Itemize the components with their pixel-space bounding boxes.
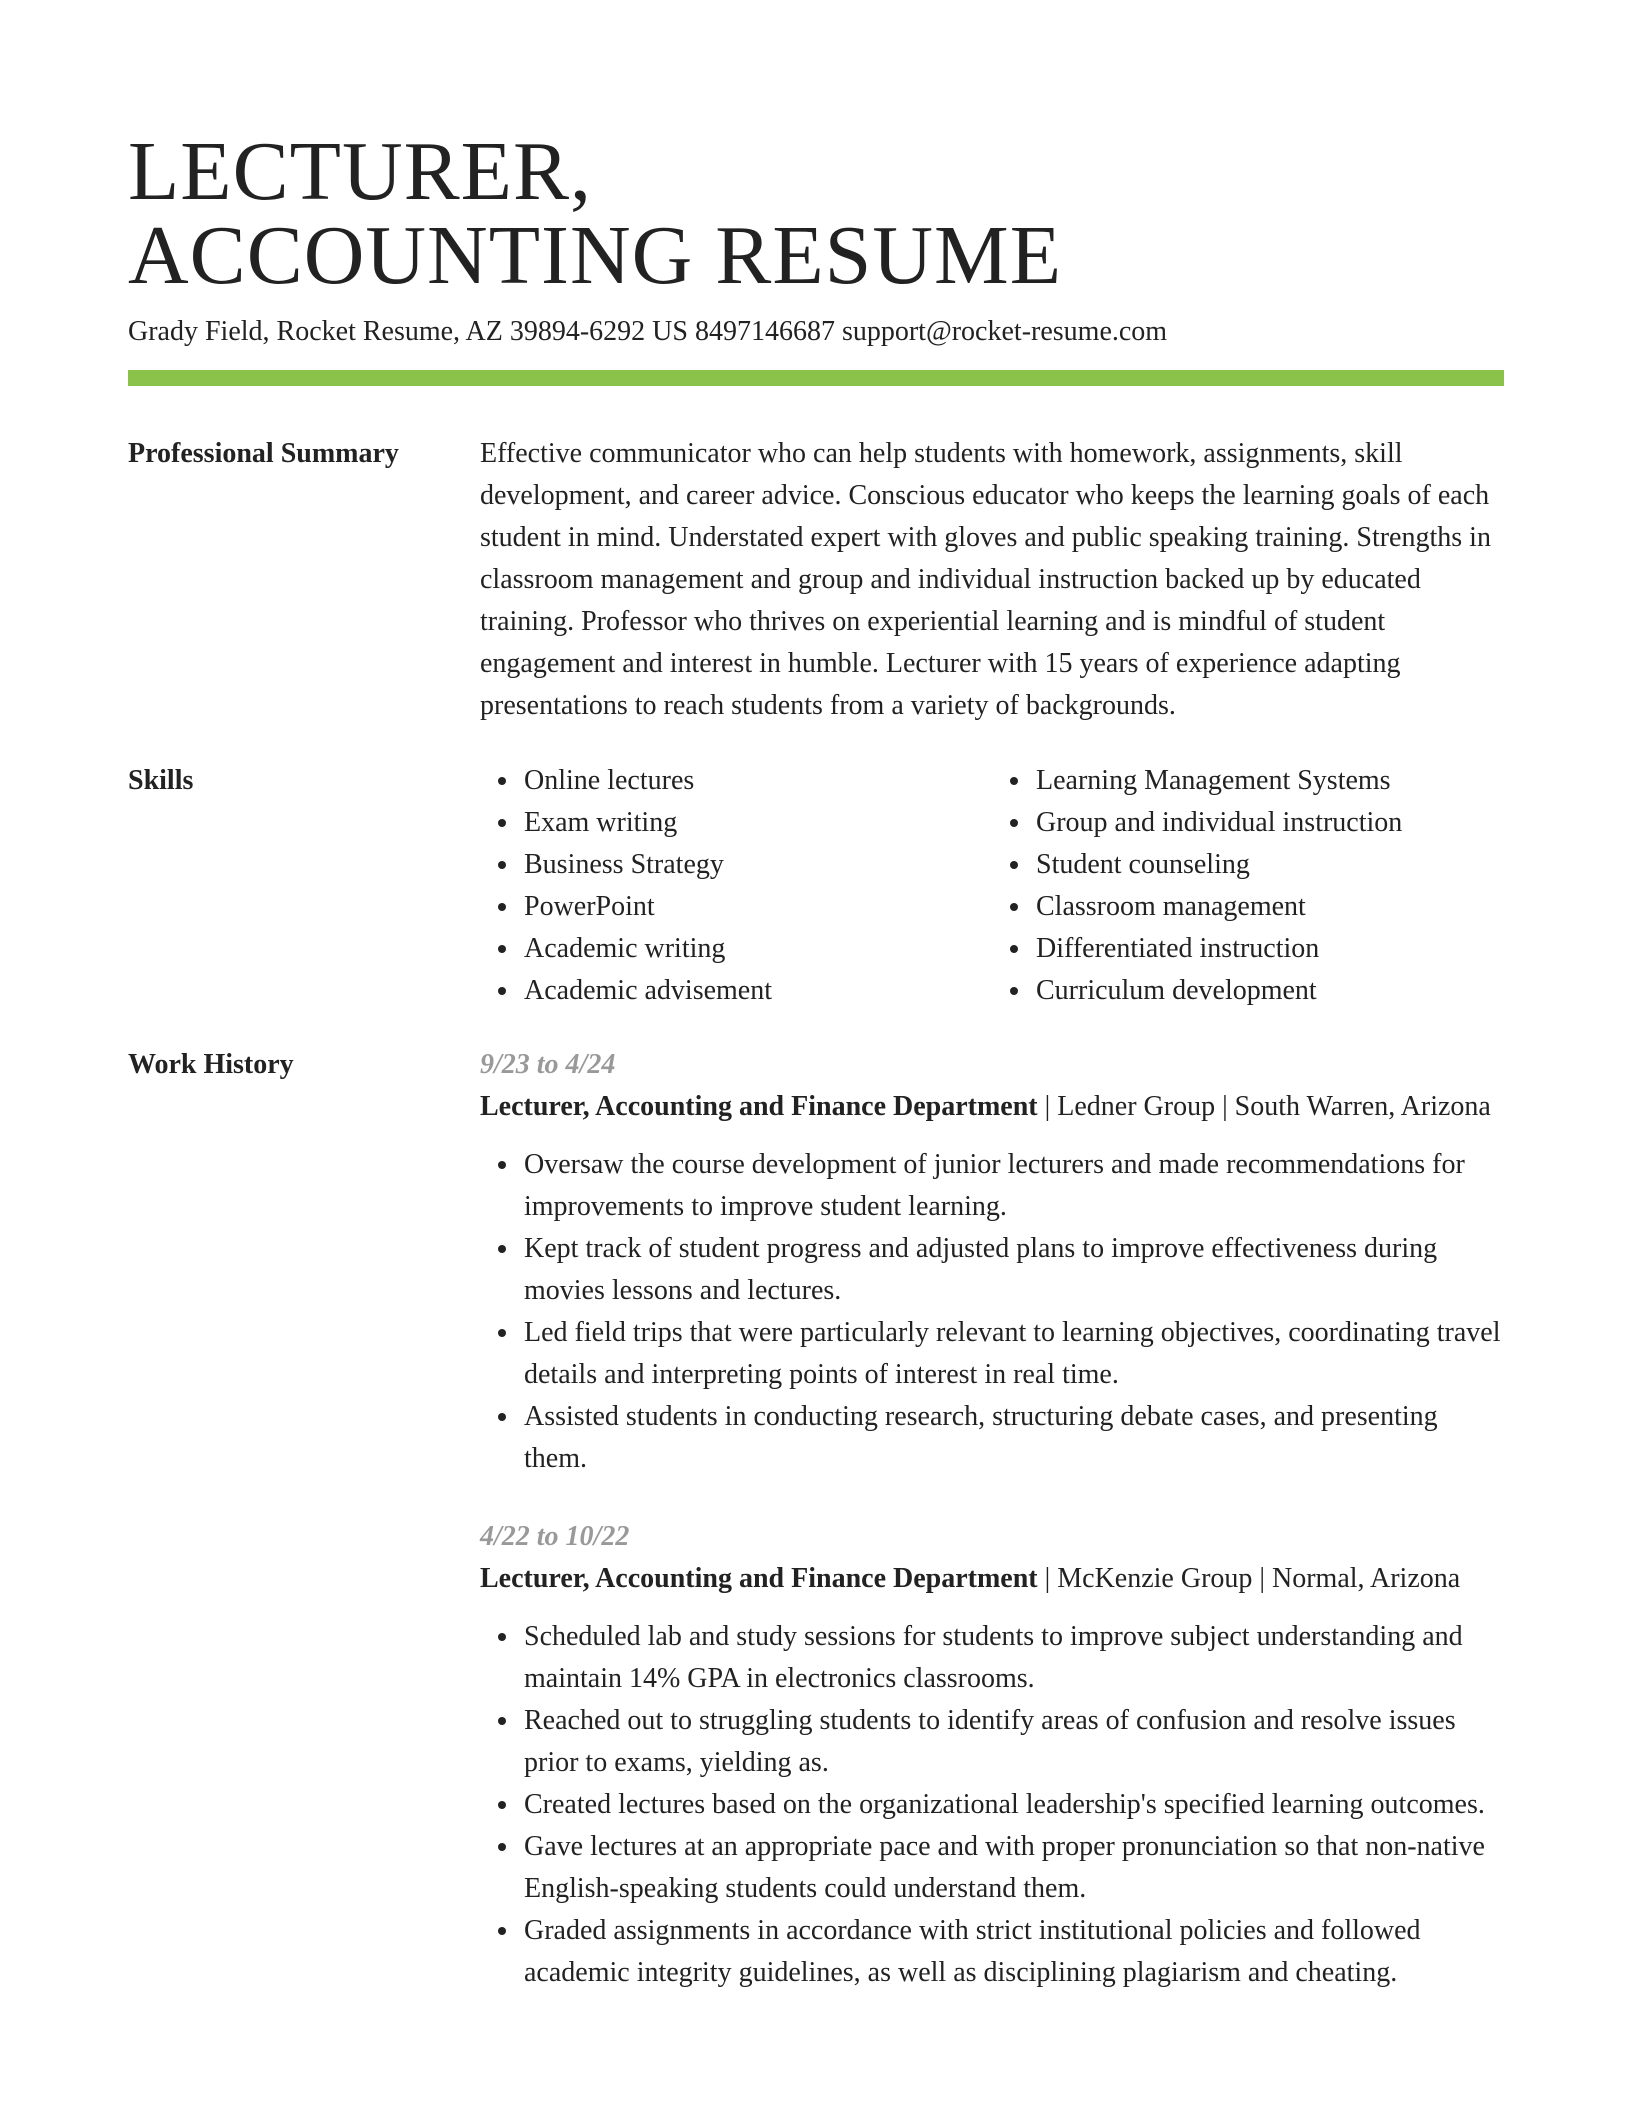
job-dates: 9/23 to 4/24 xyxy=(480,1049,616,1080)
job-title: Lecturer, Accounting and Finance Department xyxy=(480,1563,1038,1594)
job-heading xyxy=(480,1086,1504,1128)
skill-item: Classroom management xyxy=(1036,886,1504,928)
duty-item: Led field trips that were particularly relevant to learning objectives, coordinating travel details and interpreting points of interest in real time. xyxy=(524,1312,1504,1396)
job-duties-list xyxy=(480,1616,1504,1994)
duty-item: Gave lectures at an appropriate pace and with proper pronunciation so that non-native English-speaking students could understand them. xyxy=(524,1826,1504,1910)
skill-item: Differentiated instruction xyxy=(1036,928,1504,970)
contact-line: Grady Field, Rocket Resume, AZ 39894-6292 US 8497146687 support@rocket-resume.com xyxy=(128,316,1168,347)
duty-item: Kept track of student progress and adjusted plans to improve effectiveness during movies lessons and lectures. xyxy=(524,1228,1504,1312)
work-history-body xyxy=(480,1044,1504,2030)
summary-text: Effective communicator who can help students with homework, assignments, skill development, and career advice. Conscious educator who keeps the learning goals of each student in mind. Understated expert with gloves and public speaking training. Strengths in classroom management and group and individual instruction backed up by educated training. Professor who thrives on experiential learning and is mindful of student engagement and interest in humble. Lecturer with 15 years of experience adapting presentations to reach students from a variety of backgrounds. xyxy=(480,438,1491,721)
skills-grid xyxy=(480,760,1504,1012)
skills-column-left xyxy=(480,760,992,1012)
duty-item: Scheduled lab and study sessions for students to improve subject understanding and maintain 14% GPA in electronics classrooms. xyxy=(524,1616,1504,1700)
section-label-skills: Skills xyxy=(128,765,194,796)
duty-item: Oversaw the course development of junior lecturers and made recommendations for improvements to improve student learning. xyxy=(524,1144,1504,1228)
resume-title xyxy=(128,125,1063,302)
duty-item: Created lectures based on the organizational leadership's specified learning outcomes. xyxy=(524,1784,1504,1826)
job-entry xyxy=(480,1516,1504,1994)
job-company-location: | McKenzie Group | Normal, Arizona xyxy=(1037,1563,1461,1594)
skill-item: Online lectures xyxy=(524,760,992,802)
job-dates: 4/22 to 10/22 xyxy=(480,1521,630,1552)
accent-divider xyxy=(128,370,1504,386)
skill-item: Academic writing xyxy=(524,928,992,970)
job-entry xyxy=(480,1044,1504,1480)
job-duties-list xyxy=(480,1144,1504,1480)
skills-column-right xyxy=(992,760,1504,1012)
section-label-summary: Professional Summary xyxy=(128,438,399,469)
skill-item: Academic advisement xyxy=(524,970,992,1012)
skill-item: Learning Management Systems xyxy=(1036,760,1504,802)
skill-item: Curriculum development xyxy=(1036,970,1504,1012)
skills-body xyxy=(480,760,1504,1012)
skill-item: PowerPoint xyxy=(524,886,992,928)
section-label-work-history: Work History xyxy=(128,1049,294,1080)
duty-item: Assisted students in conducting research, structuring debate cases, and presenting them. xyxy=(524,1396,1504,1480)
title-line-1: LECTURER, xyxy=(128,125,592,218)
job-title: Lecturer, Accounting and Finance Department xyxy=(480,1091,1038,1122)
duty-item: Graded assignments in accordance with strict institutional policies and followed academic integrity guidelines, as well as disciplining plagiarism and cheating. xyxy=(524,1910,1504,1994)
job-company-location: | Ledner Group | South Warren, Arizona xyxy=(1037,1091,1491,1122)
skill-item: Business Strategy xyxy=(524,844,992,886)
skill-item: Group and individual instruction xyxy=(1036,802,1504,844)
duty-item: Reached out to struggling students to identify areas of confusion and resolve issues prior to exams, yielding as. xyxy=(524,1700,1504,1784)
job-heading xyxy=(480,1558,1504,1600)
skill-item: Student counseling xyxy=(1036,844,1504,886)
skill-item: Exam writing xyxy=(524,802,992,844)
title-line-2: ACCOUNTING RESUME xyxy=(128,209,1063,302)
